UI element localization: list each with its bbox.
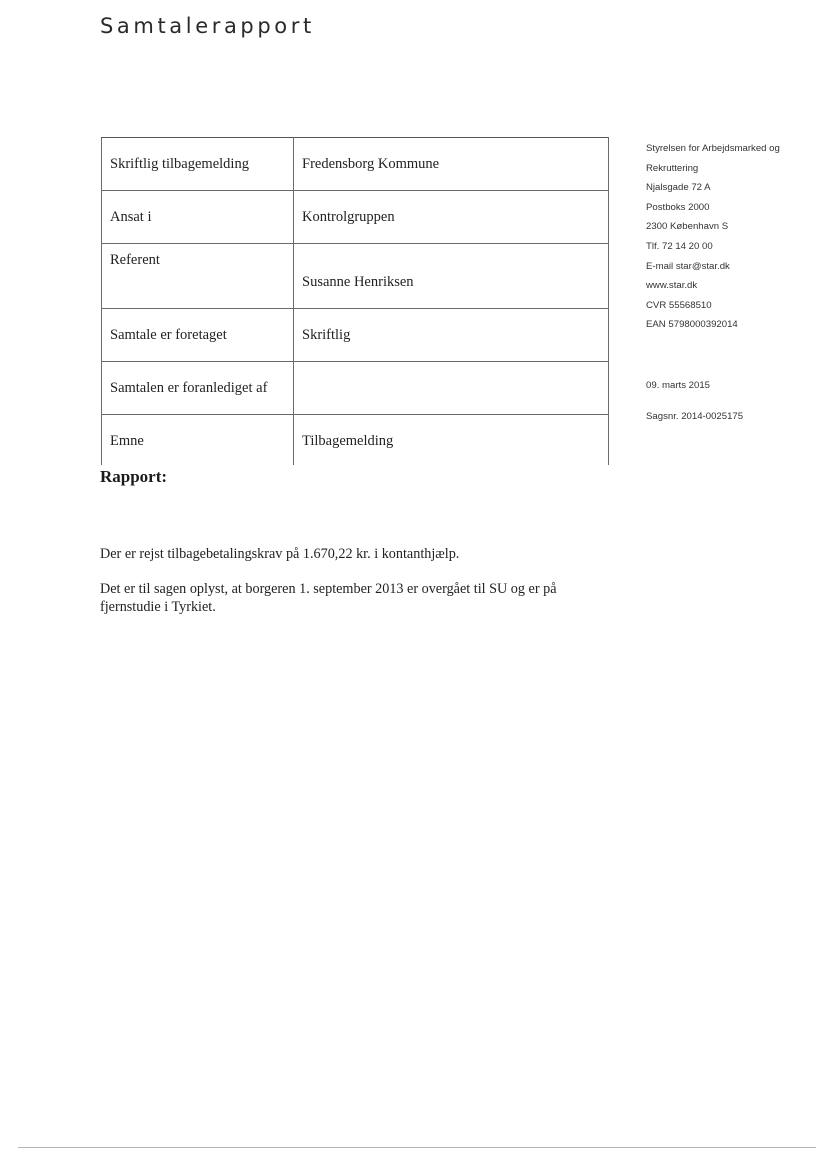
cvr-number: CVR 55568510 <box>646 299 712 311</box>
row-value <box>294 362 609 415</box>
row-value: Kontrolgruppen <box>294 191 609 244</box>
row-label: Referent <box>102 244 294 309</box>
row-value: Fredensborg Kommune <box>294 138 609 191</box>
row-label: Emne <box>102 415 294 466</box>
table-row <box>102 362 609 415</box>
table-row <box>102 244 609 309</box>
street-address: Njalsgade 72 A <box>646 182 711 194</box>
document-title: Samtalerapport <box>100 14 315 38</box>
report-paragraph: Det er til sagen oplyst, at borgeren 1. september 2013 er overgået til SU og er på fjernstudie i Tyrkiet. <box>100 581 557 615</box>
website: www.star.dk <box>646 280 698 292</box>
sender-address-block <box>646 139 826 422</box>
row-label: Ansat i <box>102 191 294 244</box>
org-name-line1: Styrelsen for Arbejdsmarked og <box>646 143 780 154</box>
row-label: Samtale er foretaget <box>102 309 294 362</box>
document-date: 09. marts 2015 <box>646 380 710 391</box>
table-row <box>102 309 609 362</box>
report-heading: Rapport: <box>100 467 168 486</box>
email-address: E-mail star@star.dk <box>646 260 730 272</box>
case-info-table <box>101 137 609 465</box>
row-label: Samtalen er foranlediget af <box>102 362 294 415</box>
row-value: Skriftlig <box>294 309 609 362</box>
table-row <box>102 138 609 191</box>
table-row <box>102 415 609 466</box>
report-body <box>100 545 620 633</box>
po-box: Postboks 2000 <box>646 201 710 213</box>
row-value: Tilbagemelding <box>294 415 609 466</box>
ean-number: EAN 5798000392014 <box>646 319 738 331</box>
row-label: Skriftlig tilbagemelding <box>102 138 294 191</box>
page-bottom-rule <box>18 1147 816 1148</box>
case-number: Sagsnr. 2014-0025175 <box>646 411 744 422</box>
phone-number: Tlf. 72 14 20 00 <box>646 240 713 252</box>
table-row <box>102 191 609 244</box>
row-value: Susanne Henriksen <box>294 244 609 309</box>
postal-city: 2300 København S <box>646 221 729 233</box>
org-name-line2: Rekruttering <box>646 162 699 174</box>
report-paragraph: Der er rejst tilbagebetalingskrav på 1.670,22 kr. i kontanthjælp. <box>100 546 460 562</box>
